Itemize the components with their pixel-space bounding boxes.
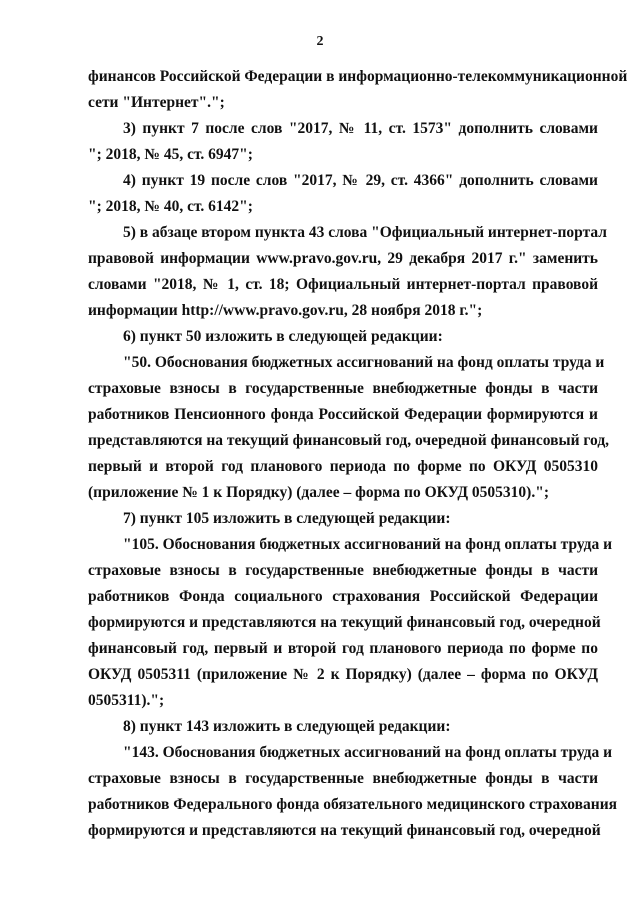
text-line: "; 2018, № 45, ст. 6947"; xyxy=(88,146,253,163)
text-line: (приложение № 1 к Порядку) (далее – форма по ОКУД 0505310)."; xyxy=(88,484,549,501)
text-line: страховые взносы в государственные внебюджетные фонды в части xyxy=(88,770,598,787)
text-line: 7) пункт 105 изложить в следующей редакции: xyxy=(123,510,451,527)
document-body xyxy=(88,64,628,844)
text-line: словами "2018, № 1, ст. 18; Официальный интернет-портал правовой xyxy=(88,276,598,293)
text-line: правовой информации www.pravo.gov.ru, 29 декабря 2017 г." заменить xyxy=(88,250,598,267)
text-line: "; 2018, № 40, ст. 6142"; xyxy=(88,198,253,215)
text-line: информации http://www.pravo.gov.ru, 28 ноября 2018 г."; xyxy=(88,302,483,319)
text-line: формируются и представляются на текущий финансовый год, очередной xyxy=(88,822,601,839)
text-line: 4) пункт 19 после слов "2017, № 29, ст. 4366" дополнить словами xyxy=(123,172,598,189)
text-line: финансовый год, первый и второй год планового периода по форме по xyxy=(88,640,598,657)
text-line: сети "Интернет"."; xyxy=(88,94,225,111)
text-line: 0505311)."; xyxy=(88,692,165,709)
text-line: работников Пенсионного фонда Российской Федерации формируются и xyxy=(88,406,598,423)
text-line: первый и второй год планового периода по форме по ОКУД 0505310 xyxy=(88,458,598,475)
text-line: представляются на текущий финансовый год, очередной финансовый год, xyxy=(88,432,610,449)
text-line: 6) пункт 50 изложить в следующей редакции: xyxy=(123,328,443,345)
text-line: 3) пункт 7 после слов "2017, № 11, ст. 1573" дополнить словами xyxy=(123,120,598,137)
text-line: страховые взносы в государственные внебюджетные фонды в части xyxy=(88,380,598,397)
text-line: "143. Обоснования бюджетных ассигнований на фонд оплаты труда и xyxy=(123,744,613,761)
text-line: финансов Российской Федерации в информационно-телекоммуникационной xyxy=(88,68,628,85)
text-line: работников Федерального фонда обязательного медицинского страхования xyxy=(88,796,618,813)
text-line: "105. Обоснования бюджетных ассигнований на фонд оплаты труда и xyxy=(123,536,613,553)
text-line: 8) пункт 143 изложить в следующей редакции: xyxy=(123,718,451,735)
text-line: "50. Обоснования бюджетных ассигнований на фонд оплаты труда и xyxy=(123,354,605,371)
text-line: работников Фонда социального страхования Российской Федерации xyxy=(88,588,598,605)
text-line: ОКУД 0505311 (приложение № 2 к Порядку) (далее – форма по ОКУД xyxy=(88,666,598,683)
text-line: страховые взносы в государственные внебюджетные фонды в части xyxy=(88,562,598,579)
text-line: формируются и представляются на текущий финансовый год, очередной xyxy=(88,614,601,631)
text-line: 5) в абзаце втором пункта 43 слова "Официальный интернет-портал xyxy=(123,224,607,241)
page-number: 2 xyxy=(316,34,324,49)
